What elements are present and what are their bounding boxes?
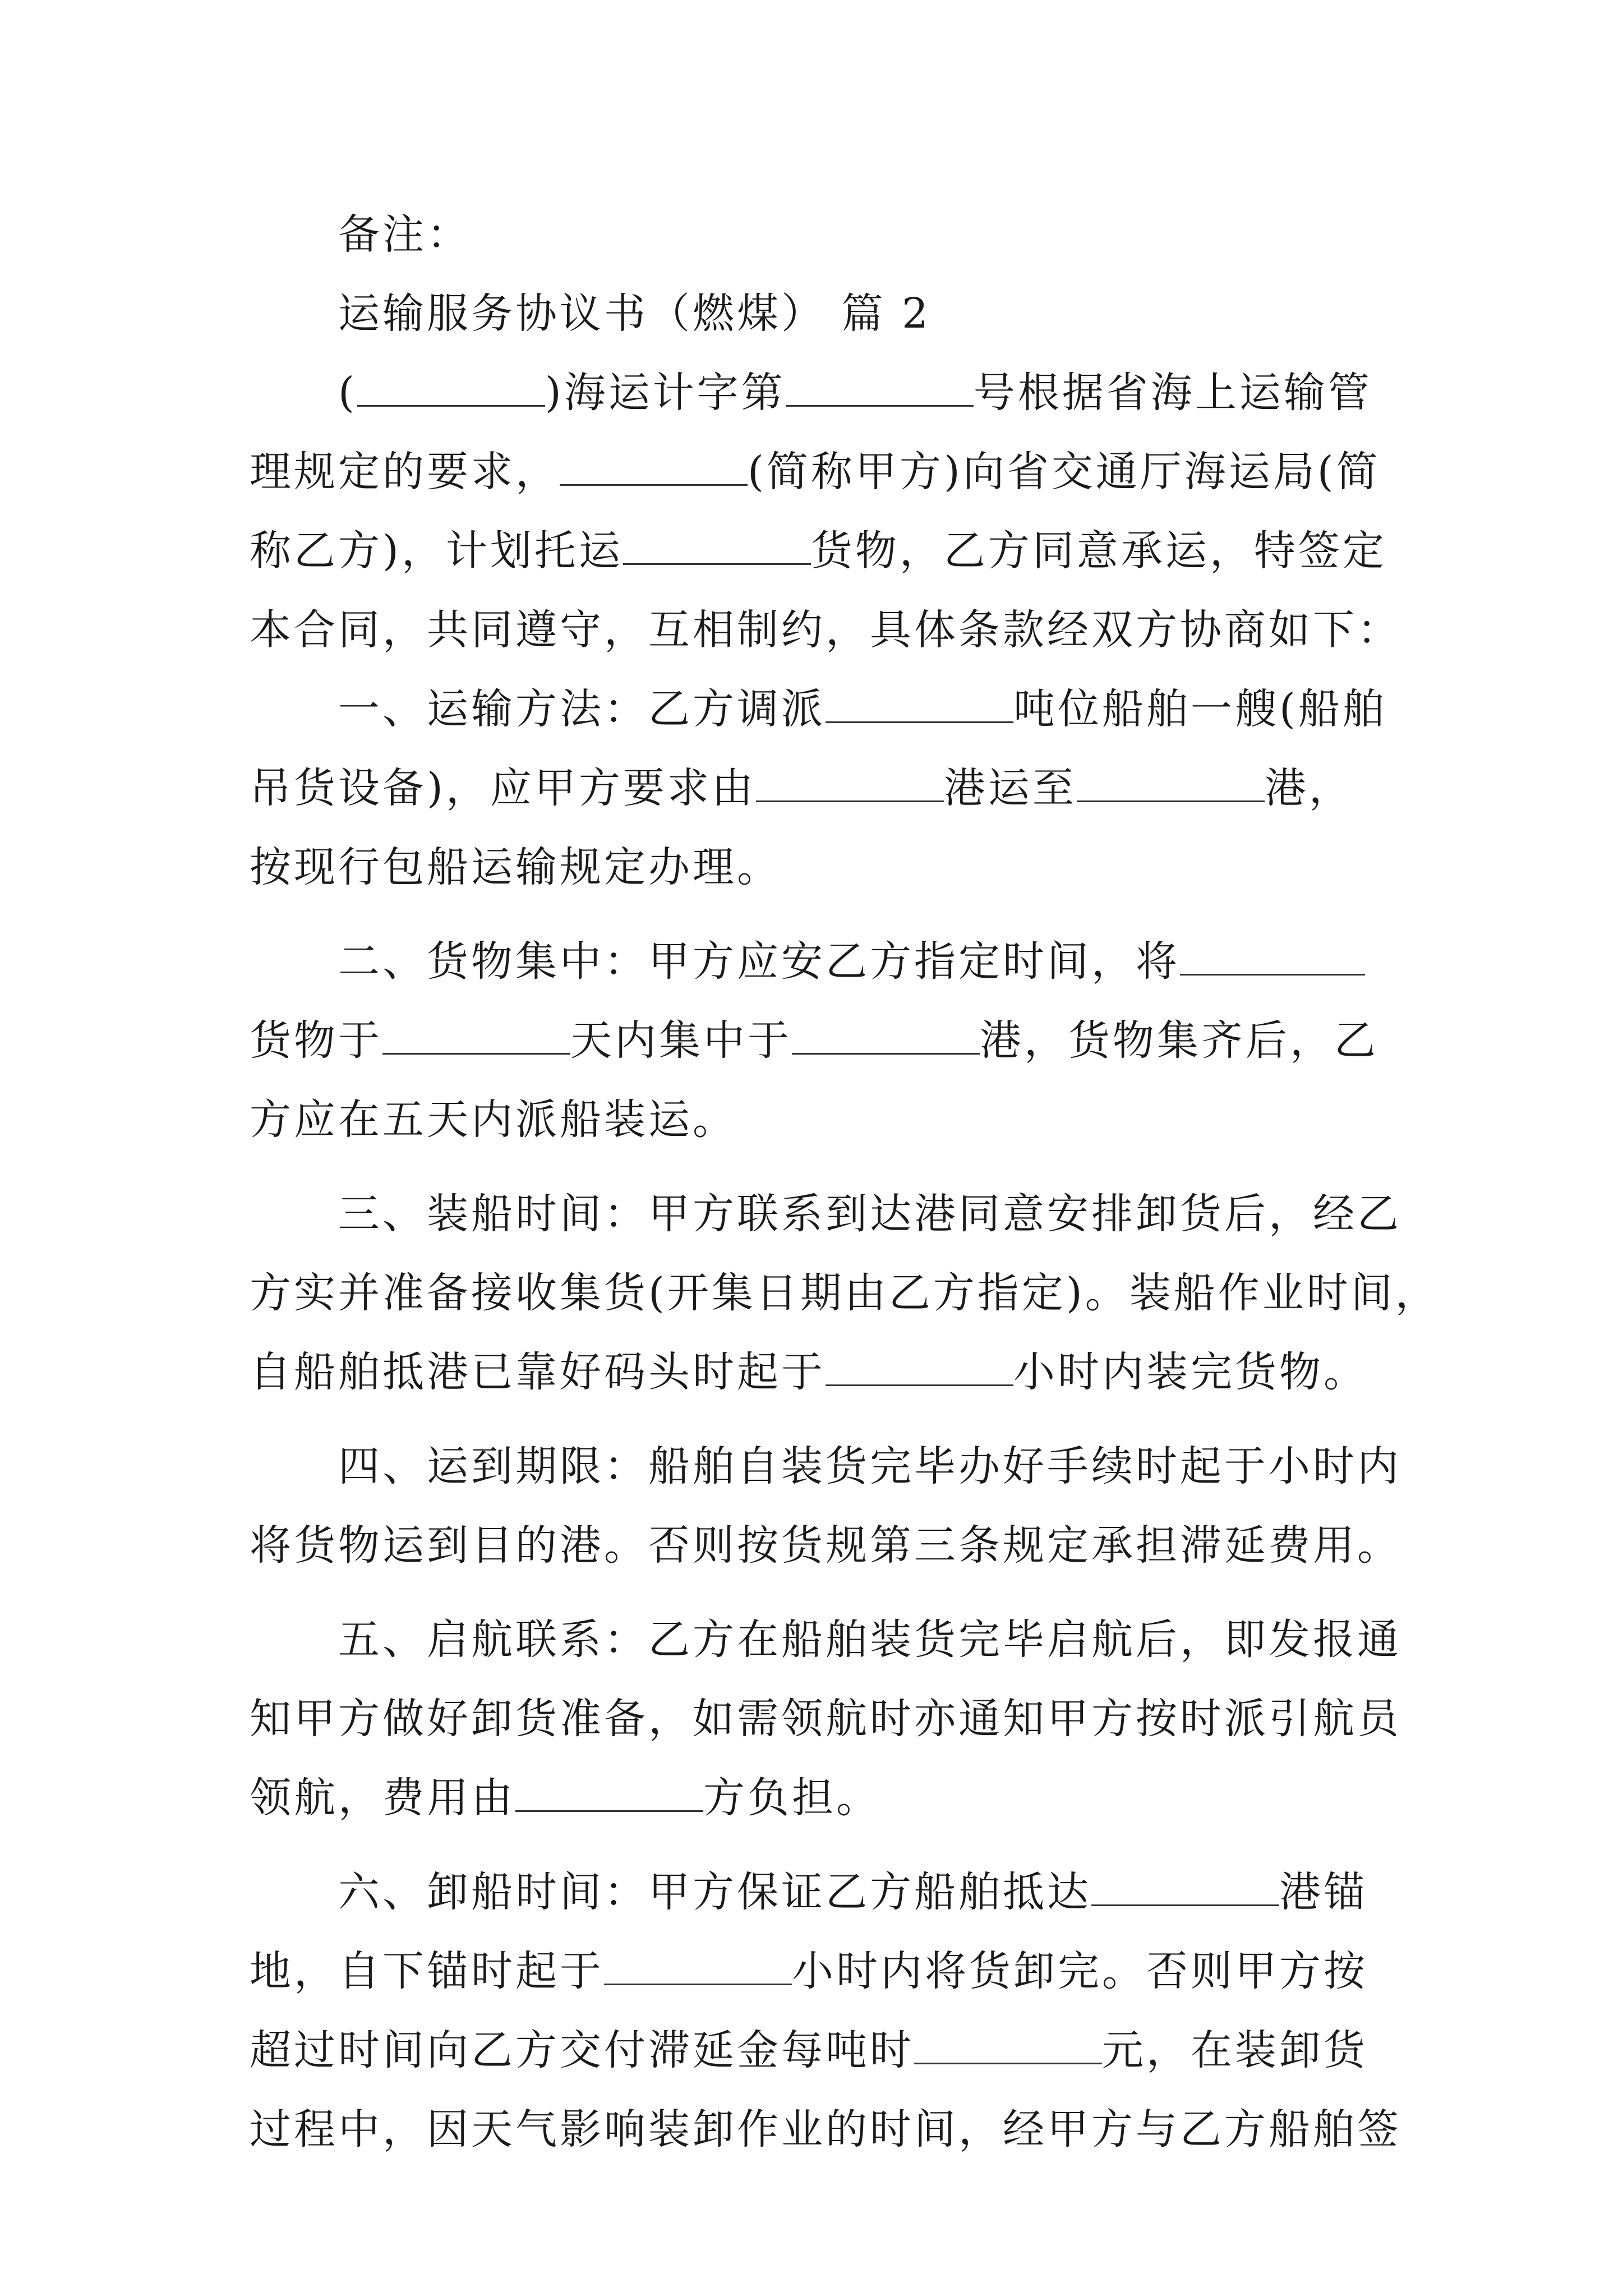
text-line	[250, 1014, 1399, 1068]
text-segment: )海运计字第	[545, 369, 786, 417]
text-segment: 小时内将货卸完。否则甲方按	[792, 1947, 1368, 1995]
paragraph-unloading-time	[250, 1865, 1399, 2156]
text-segment: 称乙方)，计划托运	[250, 527, 623, 575]
text-line: 过程中，因天气影响装卸作业的时间，经甲方与乙方船舶签	[250, 2105, 1401, 2154]
text-segment: 元，在装卸货	[1102, 2026, 1368, 2074]
text-segment: 吊货设备)，应甲方要求由	[250, 764, 756, 812]
text-line	[250, 445, 1399, 499]
text-line	[250, 761, 1399, 815]
fill-blank	[560, 445, 748, 486]
fill-blank	[826, 682, 1013, 723]
fill-blank	[1077, 761, 1265, 802]
text-line: 四、运到期限：船舶自装货完毕办好手续时起于小时内	[338, 1442, 1401, 1490]
text-line: 三、装船时间：甲方联系到达港同意安排卸货后，经乙	[338, 1190, 1401, 1238]
fill-blank	[914, 2023, 1102, 2064]
fill-blank	[792, 1014, 980, 1055]
text-segment: 港，	[1264, 764, 1353, 812]
text-line	[250, 682, 1399, 736]
fill-blank	[1091, 1865, 1279, 1906]
text-line	[250, 1944, 1399, 1998]
text-segment: 一、运输方法：乙方调派	[338, 685, 826, 733]
fill-blank	[604, 1944, 792, 1985]
paragraph-intro	[250, 366, 1399, 657]
document-page	[250, 208, 1440, 2156]
text-segment: 货物于	[250, 1016, 382, 1065]
text-line: 方应在五天内派船装运。	[250, 1096, 737, 1144]
fill-blank	[515, 1771, 703, 1812]
text-line	[250, 524, 1399, 578]
text-segment: 港运至	[943, 764, 1077, 812]
text-segment: 方负担。	[703, 1774, 880, 1822]
paragraph-departure-contact	[250, 1613, 1399, 1825]
text-line	[250, 935, 1399, 988]
text-line	[250, 1771, 1399, 1825]
paragraph-transport-method	[250, 682, 1399, 894]
text-segment: 六、卸船时间：甲方保证乙方船舶抵达	[338, 1868, 1091, 1916]
text-segment: (	[338, 369, 357, 417]
text-line: 五、启航联系：乙方在船舶装货完毕启航后，即发报通	[338, 1616, 1401, 1664]
text-line: 知甲方做好卸货准备，如需领航时亦通知甲方按时派引航员	[250, 1695, 1401, 1743]
text-segment: 自船舶抵港已靠好码头时起于	[250, 1348, 826, 1396]
text-segment: 港，货物集齐后，乙	[980, 1016, 1378, 1065]
fill-blank	[382, 1014, 570, 1055]
fill-blank	[826, 1345, 1013, 1386]
fill-blank	[1180, 935, 1365, 976]
text-segment: 超过时间向乙方交付滞延金每吨时	[250, 2026, 914, 2074]
text-segment: (简称甲方)向省交通厅海运局(简	[748, 448, 1381, 496]
text-segment: 号根据省海上运输管	[973, 369, 1372, 417]
text-line: 方实并准备接收集货(开集日期由乙方指定)。装船作业时间，	[250, 1269, 1440, 1317]
paragraph-loading-time	[250, 1187, 1440, 1399]
text-segment: 地，自下锚时起于	[250, 1947, 604, 1995]
text-segment: 领航，费用由	[250, 1774, 515, 1822]
fill-blank	[623, 524, 811, 565]
text-line: 按现行包船运输规定办理。	[250, 843, 781, 891]
text-segment: 吨位船舶一艘(船舶	[1013, 685, 1387, 733]
text-line	[250, 366, 1399, 420]
text-line	[250, 1345, 1399, 1399]
text-line: 本合同，共同遵守，互相制约，具体条款经双方协商如下：	[250, 606, 1401, 654]
text-segment: 天内集中于	[570, 1016, 792, 1065]
fill-blank	[756, 761, 944, 802]
text-line	[250, 1865, 1399, 1919]
text-segment: 货物，乙方同意承运，特签定	[810, 527, 1387, 575]
paragraph-cargo-collection	[250, 935, 1399, 1147]
text-segment: 小时内装完货物。	[1013, 1348, 1368, 1396]
fill-blank	[786, 366, 974, 407]
text-segment: 港锚	[1279, 1868, 1368, 1916]
paragraph-delivery-deadline	[250, 1439, 1399, 1572]
text-segment: 理规定的要求，	[250, 448, 560, 496]
fill-blank	[357, 366, 545, 407]
text-segment: 二、货物集中：甲方应安乙方指定时间，将	[338, 937, 1180, 986]
note-label: 备注：	[338, 210, 471, 259]
text-line: 将货物运到目的港。否则按货规第三条规定承担滞延费用。	[250, 1521, 1401, 1570]
document-title: 运输服务协议书（燃煤） 篇 2	[338, 289, 932, 338]
text-line	[250, 2023, 1399, 2077]
